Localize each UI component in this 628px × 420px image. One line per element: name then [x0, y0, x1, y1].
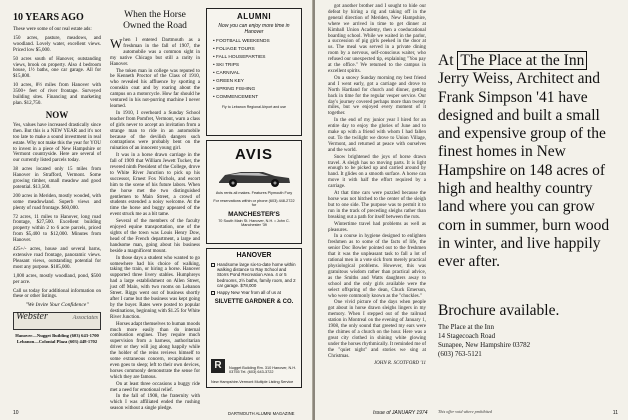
ad-item: 150 acres, pasture, meadows, and woodland. Lovely water, excellent views. Priced low $5,000. — [13, 35, 101, 53]
hanover-company: SILVETTE GARDNER & CO. — [214, 299, 294, 306]
letter-paragraph: At that time cars were puzzled because the horse was not hitched to the center of the sleigh but to one side. The purpose was to permit it to run in the track of preceding sleighs rather than breaking out a path for itself between the ruts. — [328, 191, 426, 220]
hanover-heading: HANOVER — [236, 252, 272, 259]
realtor-logo-icon: R — [211, 359, 225, 373]
avis-caption: Avis rents all makes. Features Plymouth Fury — [215, 191, 293, 195]
ad-item: 38 acres located only 15 miles from Hanover in Strafford, Vermont. Some growing timber, small meadow and good potential. $13,500. — [13, 167, 101, 190]
letter-paragraph: One vivid picture of the days when people got about in horse drawn sleighs lingers in my memory. When I stepped out of the railroad station in Montreal on the evening of January 1, 1908, the only sound that greeted my ears were the chimes of a church on the hour. Here was a great city clothed in shining white glowing under the horses rhythmically. It reminded me of the "quiet night" and stories we sing at Christmas. — [328, 300, 426, 359]
letter-paragraph: Wintertime travel had problems as well as pleasures. — [328, 221, 426, 233]
article-paragraph: Several of the members of the faculty enjoyed equine transportation, one of the sights of the town was Louis Henry Dow, head of the French department, a large and handsome man, going about his business beside a magnificent mount. — [110, 219, 200, 254]
article-paragraph: On at least three occasions a buggy ride met a need for emotional relief. — [110, 381, 200, 393]
ad-item: 200 acres in Meriden, mostly wooded, with some meadowland. Superb views and plenty of road frontage. $60,000. — [13, 193, 101, 211]
left-page — [0, 0, 313, 420]
hanover-listing: Handsome large six-to-date home within walking distance to Ray School and Storrs Pond Recreation Area. 4 or 5 bedrooms, 2½ baths, family room, and 2 car garage. $78,000 — [211, 262, 297, 288]
contact-line: 14 Stagecoach Road — [438, 331, 496, 340]
page-number-left: 10 — [13, 410, 19, 416]
alumni-list — [211, 38, 297, 102]
right-page — [315, 0, 628, 420]
brochure-heading: Brochure available. — [438, 301, 560, 319]
alumni-list-item: • FOLIAGE TOURS — [213, 46, 297, 54]
hanover-greeting: Happy New Year from all of us at — [211, 290, 297, 295]
drop-cap: W — [110, 36, 123, 51]
article-paragraph: When I entered Dartmouth as a freshman in the fall of 1907, the automobile was a common sight in my native Chicago but still a rarity in Hanover. — [110, 36, 200, 67]
webster-logo — [13, 312, 101, 330]
checkbox-square-icon — [211, 291, 215, 295]
ad-item: 1,000 acres, mostly woodland, pond, $500 per acre. — [13, 273, 101, 285]
ad-intro: These were some of our real estate ads: — [13, 27, 92, 32]
article-paragraph: The token man in college was reputed to be Kenneth Proctor of the Class of 1910, who revealed his affluence by sporting a coonskin coat and by roaring about the campus on a motorcycle. How far should he ventured in his not-purring machine I never learned. — [110, 68, 200, 109]
ad-headline — [438, 52, 618, 272]
alumni-list-item: • SPRING FISHING — [213, 86, 297, 94]
ad-headline-rest: Jerry Weiss, Architect and Frank Simpson '41 have designed and built a small and expensive group of the finest homes in New Hampshire on 148 acres of high and healthy country land where you can grow corn in summer, burn wood in winter, and live happily ever after. — [438, 70, 610, 271]
ad-headline-boxed: The Place at the Inn — [457, 51, 587, 70]
alumni-list-item: • CARNIVAL — [213, 70, 297, 78]
mls-text: New Hampshire-Vermont Multiple Listing Service — [211, 380, 294, 384]
letter-column — [328, 4, 426, 396]
hanover-ad — [206, 248, 302, 388]
letter-paragraph: In the end of my junior year I hired for an entire day to enjoy the glories of June and to make up with a friend with whom I had fallen out. To the twilight we drove to Union Village, Vermont, and returned at peace with ourselves and the world. — [328, 118, 426, 153]
article-title: When the Horse Owned the Road — [123, 10, 187, 31]
article-paragraph: In those days a student who wanted to go somewhere had his choice of walking, taking the train, or hiring a horse. Hanover supported three livery stables. Humphreys had a large establishment on Allen Street, just off Main, with two rooms on Lebanon Street. Riggs went out of business shortly after I came but the business was kept going by the buyer. Rates were posted to popular destinations, beginning with $1.25 for White River Junction. — [110, 255, 200, 320]
avis-address: 70 South Main St. Hanover, N.H. • John C. Manchester '39 — [218, 218, 290, 228]
real-estate-ad-column — [13, 8, 101, 392]
article-column — [110, 8, 201, 412]
avis-reserve: For reservations within or phone (603) 448-2722 for — [213, 198, 295, 208]
realtor-address: Nugget Building Rm. 310 Hanover, N.H. 03755 Tel. (603) 643-3722 — [229, 365, 297, 375]
ad-item: 10 acres, 8½ miles from Hanover with 3500+ feet of river frontage. Surveyed building sites. Financing and marketing plan. $12,750. — [13, 83, 101, 106]
ads-column — [206, 8, 302, 392]
avis-ad — [206, 140, 302, 244]
article-paragraph: It was in a horse drawn carriage in the fall of 1909 that William Jewett Tucker, the revered ninth President of the College, drove to White River Junction to pick up his successor, Ernest Fox Nichols, and escort him to the scene of his future labors. When the horse met the two distinguished gentlemen to Main Street, a crowd of students extended a noisy welcome. At the time the horse and buggy appeared of the event struck me as a bit tame. — [110, 153, 200, 218]
alumni-list-item: • SKI TRIPS — [213, 62, 297, 70]
contact-block — [438, 323, 618, 359]
issue-label: Issue of JANUARY 1974 — [373, 410, 428, 416]
letter-paragraph: got another brother and I sought to hide our defeat by hiring a rig and taking off in the general direction of Meriden, New Hampshire, where we arrived in time to get dinner at Kimball Union Academy, then a coeducational boarding school. While we waited in the parlor, a succession of pig girls peeked in the door at us. The meal was served in a private dining room by a nervous, self-conscious waiter, who refused our unexpected tip, explaining "You pay at the office." We returned to the campus in excellent spirits. — [328, 4, 426, 74]
place-at-the-inn-ad — [438, 52, 618, 414]
ad-heading: 10 YEARS AGO — [13, 12, 84, 23]
alumni-list-item: • COMMENCEMENT — [213, 94, 297, 102]
ad-item: Call us today for additional information on these or other listings. — [13, 288, 101, 300]
alumni-subheading: Now you can enjoy more time in Hanover — [218, 23, 290, 35]
car-illustration — [215, 165, 293, 189]
ad-item: 425+/- acres, house and several barns, extensive road frontage, panoramic views. Pleasant views, outstanding potential for most any purpose. $185,000. — [13, 247, 101, 270]
webster-logo-text: Webster — [16, 311, 48, 323]
ad-disclaimer: This offer void where prohibited — [438, 408, 492, 414]
letter-paragraph: Snow brightened the joys of horse drawn travel. A sleigh has no moving parts. It is light enough to be picked up and carried around by hand. It glides on a smooth surface. A horse can move it with half the effort required by a carriage. — [328, 154, 426, 190]
alumni-ad — [206, 8, 302, 136]
article-paragraph: Horses adapt themselves to human moods much more easily than do internal combustion engines. They require much supervision from a harness, authoritarian driver or they will jog along happily while the holder of the reins reviews himself to some extraneous concern, recapitulates or even goes to sleep; left to their own devices, horses commonly demonstrate the sense for which they are famous. — [110, 321, 201, 380]
alumni-list-item: • GREEN KEY — [213, 78, 297, 86]
alumni-fine-print: Fly to Lebanon Regional Airport and use — [221, 105, 287, 109]
alumni-list-item: • FALL HOUSEPARTIES — [213, 54, 297, 62]
article-paragraph: In 1910, I overheard a Sunday School teacher from Pomfret, Vermont, warn a class of girls never to accept an invitation from a strange man to ride in an automobile because of the devilish dangers such contraptions were probably bent on the ruination of an innocent young girl. — [110, 110, 200, 152]
ad-now-heading: NOW — [45, 109, 69, 120]
contact-line: The Place at the Inn — [438, 322, 494, 331]
letter-paragraph: In a course in hygiene designed to enlighten freshmen as to some of the facts of life, the senior Doc Bowler pointed out to the freshmen that it was the unpleasant task to fall a lot of rational men in a vote sick from merely practical physiological problems. However, this was gratuitous wisdom rather than practical advice, as the Smiths and Watts daughters away to school and the only girls available were the select offspring of the dean, Chuck Emerson, who were commonly known as the "chuckles." — [328, 234, 426, 299]
avis-logo: AVIS — [235, 146, 273, 163]
checkbox-square-icon — [211, 263, 215, 267]
alumni-list-item: • FOOTBALL WEEKENDS — [213, 38, 297, 46]
article-paragraph: In the fall of 1908, the fraternity with which I was affiliated ended the rushing season without a single pledge. — [110, 394, 200, 412]
ad-item: 50 acres south of Hanover, outstanding views, brook on property. Also 4 bedroom house, 1½ baths, one car garage. All for $15,800. — [13, 56, 101, 80]
webster-logo-text-2: Associates — [72, 315, 98, 322]
letter-signature: JOHN R. SCOTFORD '11 — [373, 361, 426, 367]
ad-item: Yes, values have increased drastically since then. But this is a NEW YEAR and it's not too late to make a sound investment in real estate. Why not make this the year for YOU to invest in a piece of New Hampshire or Vermont countryside. Here are several of our currently listed parcels today. — [13, 122, 101, 164]
alumni-heading: ALUMNI — [236, 12, 272, 21]
magazine-name: DARTMOUTH ALUMNI MAGAZINE — [228, 411, 295, 416]
letter-paragraph: On a snowy Sunday morning my best friend and I went early, got a carriage and drove to North Hartland for church and dinner, getting back in time for the regular vesper service. Our day's journey covered perhaps more than twenty miles, but we enjoyed every moment of it together. — [328, 75, 426, 117]
avis-company: MANCHESTER'S — [228, 210, 280, 218]
ad-headline-prefix: At — [438, 52, 454, 69]
ad-item: 72 acres, 11 miles to Hanover, long road frontage, $27,500. Excellent building property within 2 to 6 acre parcels, priced from $5,400 to $12,000. Minutes from Hanover. — [13, 214, 101, 244]
page-number-right: 11 — [612, 410, 618, 416]
ad-address: Hanover—Nugget Building (603) 643-1700 Lebanon—Colonial Plaza (603) 448-1702 — [15, 333, 99, 344]
contact-line: Sunapee, New Hampshire 03782 — [438, 340, 531, 349]
contact-line: (603) 763-5121 — [438, 349, 482, 358]
ad-tagline: "We Invite Your Confidence" — [25, 302, 89, 309]
